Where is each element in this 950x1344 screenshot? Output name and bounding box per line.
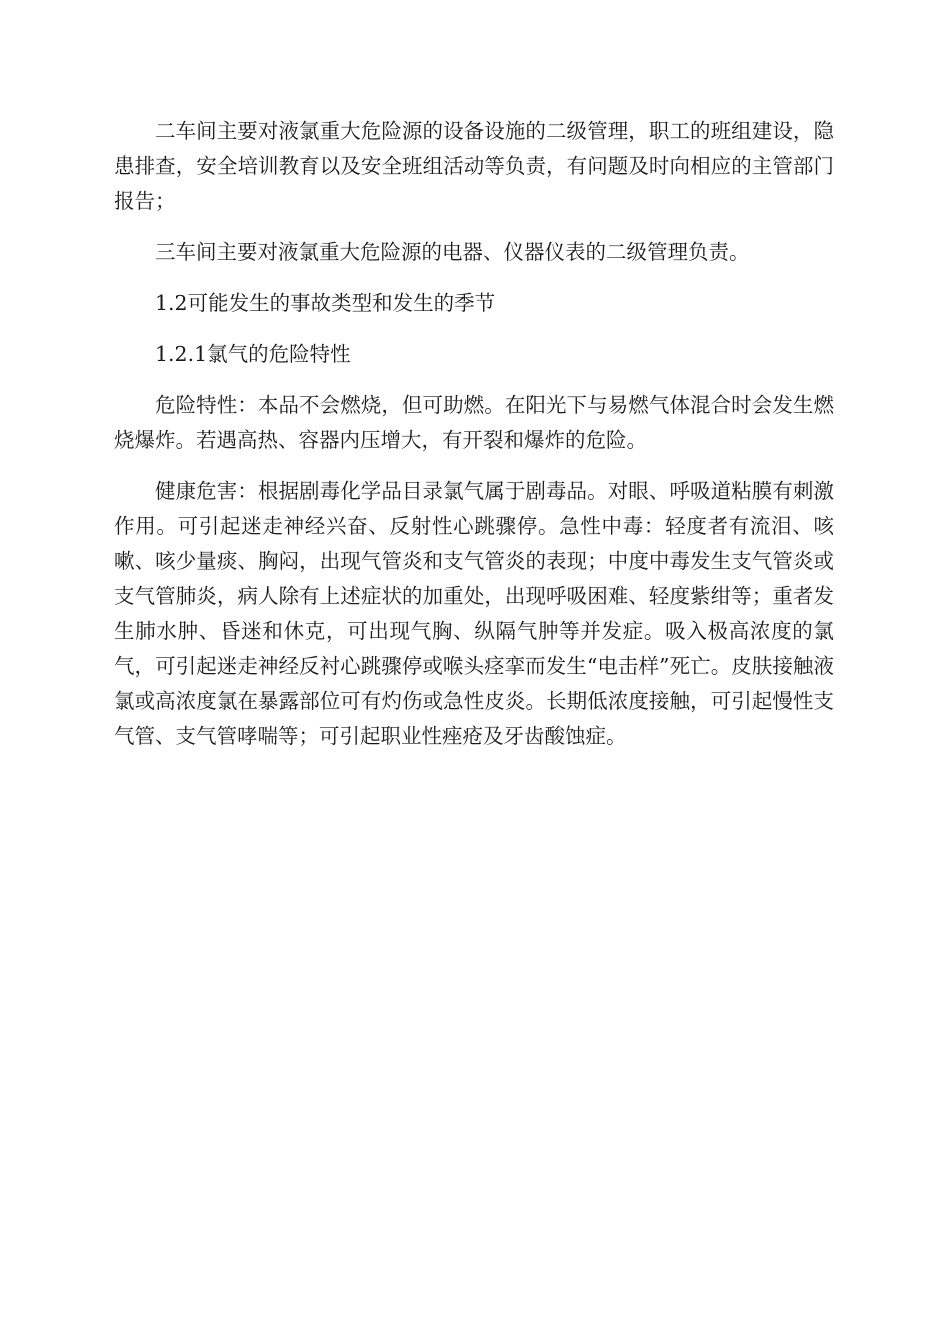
section-heading-1-2: 1.2可能发生的事故类型和发生的季节 — [155, 291, 496, 315]
section-heading-1-2-1: 1.2.1氯气的危险特性 — [155, 342, 351, 366]
paragraph-workshop-two: 二车间主要对液氯重大危险源的设备设施的二级管理，职工的班组建设，隐患排查，安全培训教育以及安全班组活动等负责，有问题及时向相应的主管部门报告； — [114, 119, 834, 213]
document-body — [114, 114, 834, 770]
paragraph-hazard-properties: 危险特性：本品不会燃烧，但可助燃。在阳光下与易燃气体混合时会发生燃烧爆炸。若遇高热、容器内压增大，有开裂和爆炸的危险。 — [114, 393, 834, 452]
paragraph-health-hazards: 健康危害：根据剧毒化学品目录氯气属于剧毒品。对眼、呼吸道粘膜有刺激作用。可引起迷走神经兴奋、反射性心跳骤停。急性中毒：轻度者有流泪、咳嗽、咳少量痰、胸闷，出现气管炎和支气管炎的表现；中度中毒发生支气管炎或支气管肺炎，病人除有上述症状的加重处，出现呼吸困难、轻度紫绀等；重者发生肺水肿、昏迷和休克，可出现气胸、纵隔气肿等并发症。吸入极高浓度的氯气，可引起迷走神经反衬心跳骤停或喉头痉挛而发生“电击样”死亡。皮肤接触液氯或高浓度氯在暴露部位可有灼伤或急性皮炎。长期低浓度接触，可引起慢性支气管、支气管哮喘等；可引起职业性痤疮及牙齿酸蚀症。 — [114, 479, 834, 748]
paragraph-workshop-three: 三车间主要对液氯重大危险源的电器、仪器仪表的二级管理负责。 — [155, 240, 750, 264]
